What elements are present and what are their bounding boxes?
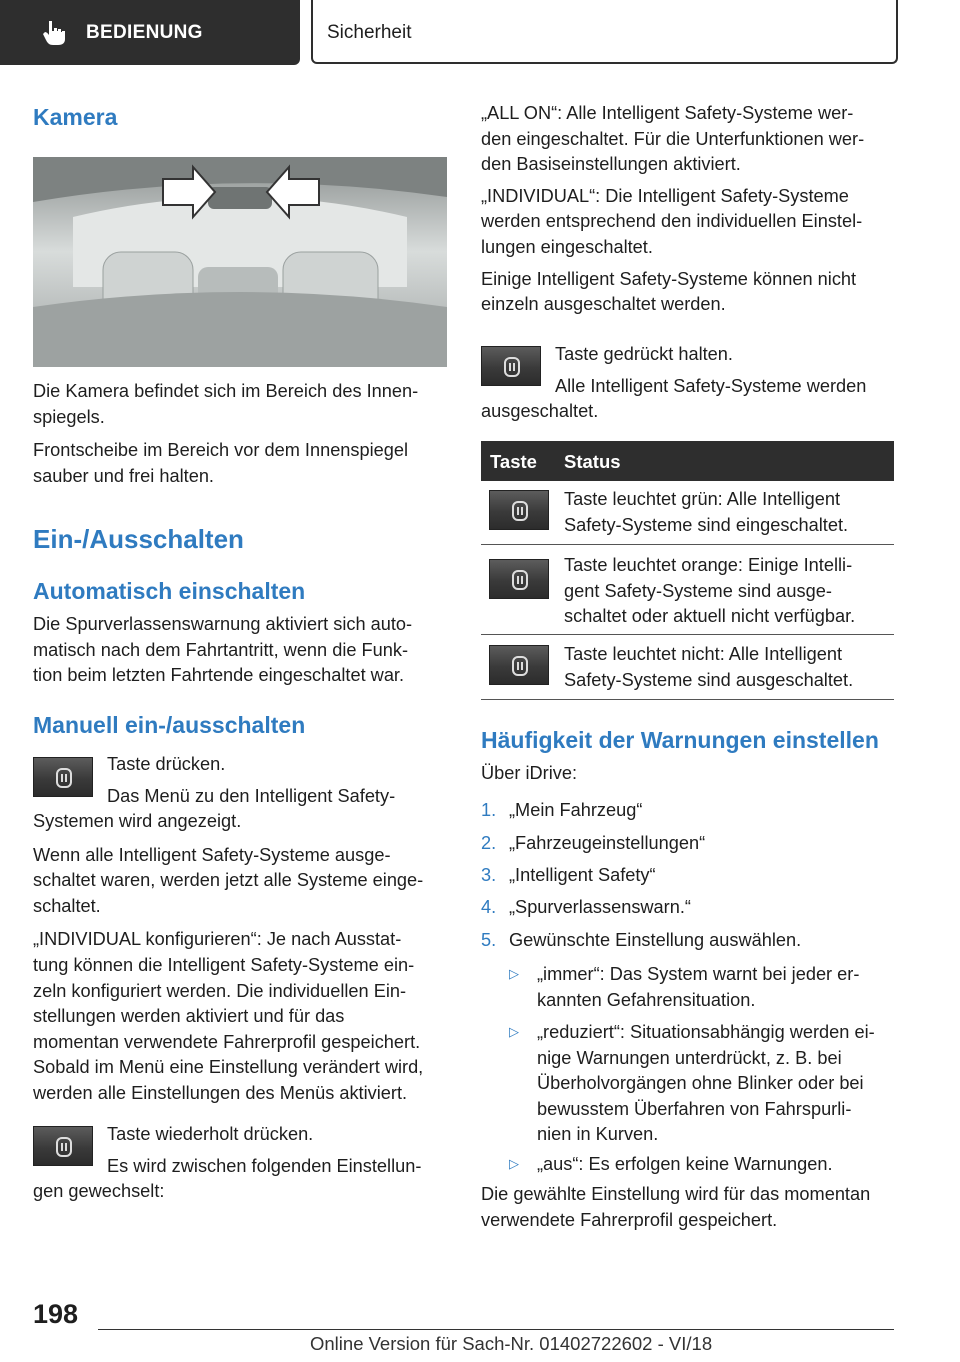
- kamera-line: sauber und frei halten.: [33, 465, 214, 486]
- haeufigkeit-heading: Häufigkeit der Warnungen einstellen: [481, 727, 879, 753]
- indiv-line: zeln konfiguriert werden. Die individuellen Ein-: [33, 980, 407, 1001]
- auto-heading: Automatisch einschalten: [33, 578, 306, 604]
- option-bullets: [509, 962, 904, 1184]
- btn2-line: gen gewechselt:: [33, 1181, 165, 1201]
- indiv-line: Sobald im Menü eine Einstellung verändert wird,: [33, 1057, 424, 1078]
- camera-interior-photo: [33, 157, 447, 367]
- table-row: [481, 635, 894, 700]
- alle-line: schaltet waren, werden jetzt alle Systeme einge-: [33, 870, 424, 891]
- kamera-text: [33, 379, 448, 489]
- ueber-idrive: Über iDrive:: [481, 763, 578, 783]
- safety-button-icon: [481, 346, 541, 386]
- btn3-line: ausgeschaltet.: [481, 401, 599, 421]
- indiv-line: stellungen werden aktiviert und für das: [33, 1006, 345, 1027]
- bullet-line: Überholvorgängen ohne Blinker oder bei: [537, 1073, 864, 1094]
- step-text: „Mein Fahrzeug“: [509, 800, 643, 820]
- step-number: 4.: [481, 897, 497, 917]
- closing-line: verwendete Fahrerprofil gespeichert.: [481, 1209, 778, 1230]
- alle-line: Wenn alle Intelligent Safety-Systeme ausge-: [33, 844, 391, 865]
- indiv-r-line: lungen eingeschaltet.: [481, 236, 653, 257]
- footer-version-text: Online Version für Sach-Nr. 01402722602 - VI/18: [310, 1333, 713, 1354]
- btn2-line: Taste wiederholt drücken.: [107, 1124, 314, 1144]
- step-text: „Intelligent Safety“: [509, 865, 656, 885]
- auto-line: tion beim letzten Fahrtende eingeschaltet war.: [33, 665, 405, 686]
- safety-button-orange-icon: [489, 559, 549, 599]
- btn1-text-cont: [33, 809, 453, 1107]
- chapter-box: [311, 0, 898, 64]
- btn1-line: Das Menü zu den Intelligent Safety-: [107, 785, 396, 806]
- list-item: [481, 895, 901, 928]
- allon-line: den Basiseinstellungen aktiviert.: [481, 154, 741, 175]
- kamera-line: spiegels.: [33, 406, 105, 427]
- bullet-line: „reduziert“: Situationsabhängig werden ei-: [537, 1022, 875, 1042]
- safety-button-off-icon: [489, 645, 549, 685]
- step-number: 3.: [481, 865, 497, 885]
- chapter-title: Sicherheit: [327, 22, 412, 43]
- right-intro: [481, 101, 901, 318]
- list-item: [509, 1020, 904, 1152]
- indiv-r-line: werden entsprechend den individuellen Einstel-: [481, 211, 863, 232]
- step-number: 1.: [481, 800, 497, 820]
- list-item: [509, 962, 904, 1020]
- auto-text: [33, 612, 453, 689]
- einige-line: einzeln ausgeschaltet werden.: [481, 294, 726, 315]
- btn2-line: Es wird zwischen folgenden Einstellun-: [107, 1155, 422, 1176]
- auto-line: Die Spurverlassenswarnung aktiviert sich auto-: [33, 614, 413, 634]
- bullet-line: „immer“: Das System warnt bei jeder er-: [537, 964, 860, 984]
- allon-line: den eingeschaltet. Für die Unterfunktionen wer-: [481, 128, 865, 149]
- status-text: Taste leuchtet nicht: Alle Intelligent: [564, 644, 843, 664]
- status-table: [481, 441, 894, 700]
- page-number: 198: [33, 1299, 79, 1329]
- btn3-line: Taste gedrückt halten.: [555, 344, 733, 364]
- list-item: [481, 798, 901, 831]
- status-text: Taste leuchtet grün: Alle Intelligent: [564, 489, 841, 509]
- bullet-line: nige Warnungen unterdrückt, z. B. bei: [537, 1047, 842, 1068]
- column-header-taste: Taste: [490, 451, 537, 472]
- step-number: 2.: [481, 833, 497, 853]
- safety-icon: [512, 501, 528, 521]
- btn2-text: [107, 1122, 447, 1179]
- indiv-r-line: „INDIVIDUAL“: Die Intelligent Safety-Systeme: [481, 185, 849, 206]
- btn1-line: Taste drücken.: [107, 754, 226, 774]
- triangle-bullet-icon: ▷: [509, 1156, 519, 1171]
- alle-line: schaltet.: [33, 895, 101, 916]
- section-tab: [0, 0, 300, 65]
- safety-icon: [512, 570, 528, 590]
- list-item: [509, 1152, 904, 1184]
- steps-list: [481, 798, 901, 960]
- btn3-text: [555, 342, 895, 399]
- kamera-heading: Kamera: [33, 104, 118, 130]
- safety-icon: [56, 1137, 72, 1157]
- safety-icon: [512, 656, 528, 676]
- closing-text: [481, 1182, 901, 1233]
- einige-line: Einige Intelligent Safety-Systeme können nicht: [481, 268, 857, 289]
- table-header: [481, 441, 894, 481]
- section-label: BEDIENUNG: [86, 22, 203, 43]
- status-text: schaltet oder aktuell nicht verfügbar.: [564, 606, 856, 627]
- page-header: [0, 0, 960, 68]
- btn2-text-cont: [33, 1179, 453, 1205]
- status-text: Safety-Systeme sind eingeschaltet.: [564, 514, 849, 535]
- kamera-line: Die Kamera befindet sich im Bereich des Innen-: [33, 381, 419, 401]
- safety-button-green-icon: [489, 490, 549, 530]
- triangle-bullet-icon: ▷: [509, 1024, 519, 1039]
- status-text: Taste leuchtet orange: Einige Intelli-: [564, 555, 853, 575]
- table-row: [481, 481, 894, 545]
- bullet-line: bewusstem Überfahren von Fahrspurli-: [537, 1098, 852, 1119]
- step-text: „Spurverlassenswarn.“: [509, 897, 691, 917]
- indiv-line: momentan verwendete Fahrerprofil gespeichert.: [33, 1031, 421, 1052]
- list-item: [481, 928, 901, 960]
- safety-icon: [504, 357, 520, 377]
- safety-button-icon: [33, 757, 93, 797]
- ein-ausschalten-heading: Ein-/Ausschalten: [33, 524, 244, 554]
- closing-line: Die gewählte Einstellung wird für das momentan: [481, 1184, 871, 1204]
- indiv-line: tung können die Intelligent Safety-Systeme ein-: [33, 954, 415, 975]
- bullet-line: nien in Kurven.: [537, 1124, 659, 1145]
- car-interior-illustration: [33, 157, 447, 367]
- manuell-heading: Manuell ein-/ausschalten: [33, 712, 306, 738]
- btn1-line: Systemen wird angezeigt.: [33, 811, 242, 831]
- step-number: 5.: [481, 930, 497, 950]
- btn3-line: Alle Intelligent Safety-Systeme werden: [555, 375, 867, 396]
- list-item: [481, 831, 901, 863]
- indiv-line: „INDIVIDUAL konfigurieren“: Je nach Ausstat-: [33, 929, 402, 950]
- footer-rule: [98, 1329, 894, 1330]
- indiv-line: werden alle Einstellungen des Menüs aktiviert.: [33, 1082, 408, 1103]
- safety-icon: [56, 768, 72, 788]
- hand-icon: [42, 20, 66, 46]
- bullet-line: „aus“: Es erfolgen keine Warnungen.: [537, 1154, 833, 1174]
- step-text: „Fahrzeugeinstellungen“: [509, 833, 706, 853]
- bullet-line: kannten Gefahrensituation.: [537, 989, 756, 1010]
- table-row: [481, 545, 894, 635]
- allon-line: „ALL ON“: Alle Intelligent Safety-Systeme wer-: [481, 103, 854, 123]
- column-header-status: Status: [564, 451, 621, 472]
- auto-line: matisch nach dem Fahrtantritt, wenn die Funk-: [33, 639, 409, 660]
- safety-button-icon: [33, 1126, 93, 1166]
- btn3-text-cont: [481, 399, 901, 425]
- status-text: Safety-Systeme sind ausgeschaltet.: [564, 669, 854, 690]
- status-text: gent Safety-Systeme sind ausge-: [564, 580, 832, 601]
- step-text: Gewünschte Einstellung auswählen.: [509, 930, 802, 950]
- list-item: [481, 863, 901, 895]
- triangle-bullet-icon: ▷: [509, 966, 519, 981]
- kamera-line: Frontscheibe im Bereich vor dem Innenspiegel: [33, 440, 409, 461]
- btn1-text: [107, 752, 447, 809]
